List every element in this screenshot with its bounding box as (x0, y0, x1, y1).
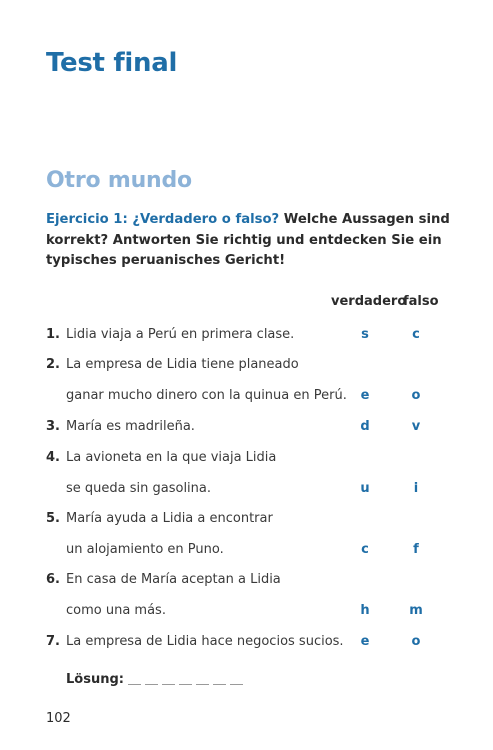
statement-number: 1. (46, 327, 60, 342)
statement-number: 2. (46, 357, 60, 372)
statement-text: como una más. (66, 603, 166, 618)
section-title: Otro mundo (46, 168, 192, 193)
statement-row (0, 450, 493, 472)
statement-row (0, 572, 493, 594)
statement-text: La empresa de Lidia tiene planeado (66, 357, 299, 372)
solution-line (66, 670, 247, 687)
statement-row-continuation (0, 481, 493, 503)
true-option-letter[interactable]: h (360, 603, 370, 618)
page-number: 102 (46, 711, 71, 726)
statement-row (0, 634, 493, 656)
statement-text: María es madrileña. (66, 419, 195, 434)
solution-blank[interactable] (128, 670, 141, 685)
statement-text: María ayuda a Lidia a encontrar (66, 511, 273, 526)
statement-text: un alojamiento en Puno. (66, 542, 224, 557)
exercise-text: Welche Aussagen sind korrekt? Antworten Sie richtig und entdecken Sie ein typisches peruanisches Gericht! (46, 212, 450, 268)
solution-blank[interactable] (213, 670, 226, 685)
solution-blanks[interactable] (128, 670, 247, 685)
false-option-letter[interactable]: f (413, 542, 419, 557)
true-option-letter[interactable]: u (360, 481, 370, 496)
false-option-letter[interactable]: o (411, 388, 421, 403)
solution-label: Lösung: (66, 672, 124, 687)
statement-row (0, 327, 493, 349)
statement-text: se queda sin gasolina. (66, 481, 212, 496)
statement-text: La empresa de Lidia hace negocios sucios. (66, 634, 344, 649)
solution-blank[interactable] (179, 670, 192, 685)
statement-number: 6. (46, 572, 60, 587)
solution-blank[interactable] (230, 670, 243, 685)
statement-row-continuation (0, 603, 493, 625)
solution-blank[interactable] (196, 670, 209, 685)
true-option-letter[interactable]: d (360, 419, 370, 434)
exercise-instructions (46, 210, 456, 272)
statement-text: La avioneta en la que viaja Lidia (66, 450, 277, 465)
column-header-false: falso (403, 294, 439, 309)
statement-row (0, 357, 493, 379)
statement-number: 7. (46, 634, 60, 649)
exercise-label: Ejercicio 1: ¿Verdadero o falso? (46, 212, 280, 227)
false-option-letter[interactable]: v (411, 419, 421, 434)
false-option-letter[interactable]: c (412, 327, 420, 342)
true-option-letter[interactable]: c (361, 542, 369, 557)
statement-text: En casa de María aceptan a Lidia (66, 572, 281, 587)
statement-number: 4. (46, 450, 60, 465)
false-option-letter[interactable]: m (409, 603, 423, 618)
true-option-letter[interactable]: s (361, 327, 369, 342)
statement-text: Lidia viaja a Perú en primera clase. (66, 327, 295, 342)
statement-row (0, 419, 493, 441)
statement-row-continuation (0, 388, 493, 410)
statement-text: ganar mucho dinero con la quinua en Perú. (66, 388, 347, 403)
statement-row-continuation (0, 542, 493, 564)
false-option-letter[interactable]: i (413, 481, 419, 496)
statement-row (0, 511, 493, 533)
solution-blank[interactable] (145, 670, 158, 685)
column-header-true: verdadero (331, 294, 407, 309)
solution-blank[interactable] (162, 670, 175, 685)
statement-number: 5. (46, 511, 60, 526)
true-option-letter[interactable]: e (360, 634, 370, 649)
false-option-letter[interactable]: o (411, 634, 421, 649)
true-option-letter[interactable]: e (360, 388, 370, 403)
statement-number: 3. (46, 419, 60, 434)
page-title: Test final (46, 48, 178, 78)
